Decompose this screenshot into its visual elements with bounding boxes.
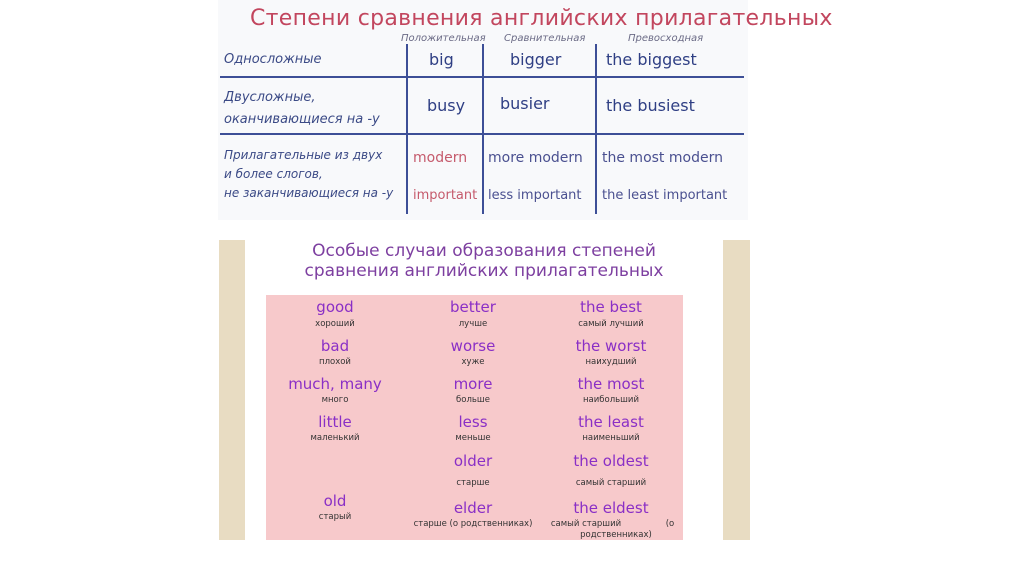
degrees-table-image — [218, 0, 833, 220]
superlative-most-modern: the most modern — [602, 150, 723, 166]
special-cases-panel — [245, 240, 723, 540]
comparative-translation: старше (о родственниках) — [413, 519, 533, 529]
comparative-translation: меньше — [455, 433, 491, 443]
column-divider — [595, 44, 597, 214]
positive-word: much, many — [288, 375, 382, 393]
positive-translation: хороший — [315, 319, 355, 329]
comparative-translation: больше — [456, 395, 490, 405]
category-multi-syllable-line1: Прилагательные из двух — [224, 148, 383, 162]
column-divider — [406, 44, 408, 214]
comparative-more-modern: more modern — [488, 150, 583, 166]
superlative-translation: наибольший — [582, 395, 639, 405]
positive-translation: старый — [318, 512, 352, 522]
superlative-translation: самый лучший — [578, 319, 644, 329]
superlative-translation-note: родственниках) — [580, 530, 652, 540]
superlative-translation: самый старший — [575, 478, 647, 488]
header-comparative: Сравнительная — [504, 33, 586, 44]
superlative-least-important: the least important — [602, 188, 728, 203]
comparative-translation: лучше — [458, 319, 488, 329]
comparative-translation: старше — [456, 478, 490, 488]
positive-word: old — [323, 492, 347, 510]
category-multi-syllable-line3: не заканчивающиеся на -y — [224, 186, 394, 200]
comparative-word: less — [458, 413, 488, 431]
category-multi-syllable-line2: и более слогов, — [224, 167, 323, 181]
category-two-syllable-line1: Двусложные, — [224, 90, 316, 105]
header-positive: Положительная — [401, 33, 486, 44]
positive-busy: busy — [427, 96, 466, 115]
superlative-word: the least — [578, 413, 644, 431]
superlative-translation: наихудший — [585, 357, 637, 367]
special-cases-table — [266, 295, 683, 540]
positive-translation: плохой — [319, 357, 351, 367]
category-one-syllable: Односложные — [224, 52, 322, 67]
positive-word: bad — [320, 337, 350, 355]
category-two-syllable-line2: оканчивающиеся на -y — [224, 112, 380, 127]
superlative-word: the eldest — [573, 499, 649, 517]
positive-big: big — [429, 50, 454, 69]
comparative-word: more — [453, 375, 493, 393]
table-title: Степени сравнения английских прилагательных — [250, 6, 833, 31]
positive-word: good — [316, 298, 354, 316]
comparative-bigger: bigger — [510, 50, 562, 69]
positive-important: important — [413, 188, 478, 203]
comparative-word: elder — [453, 499, 493, 517]
superlative-biggest: the biggest — [606, 50, 697, 69]
special-cases-image — [219, 240, 750, 540]
special-cases-title-line1: Особые случаи образования степеней — [312, 241, 656, 261]
superlative-word: the oldest — [573, 452, 649, 470]
comparative-less-important: less important — [488, 188, 582, 203]
positive-translation: маленький — [310, 433, 360, 443]
header-superlative: Превосходная — [628, 33, 704, 44]
positive-word: little — [318, 413, 352, 431]
comparative-busier: busier — [500, 94, 550, 113]
comparative-word: worse — [450, 337, 496, 355]
superlative-word: the best — [580, 298, 642, 316]
positive-translation: много — [321, 395, 349, 405]
superlative-word: the most — [577, 375, 645, 393]
positive-modern: modern — [413, 150, 468, 166]
superlative-translation-note: (о — [665, 519, 675, 529]
superlative-busiest: the busiest — [606, 96, 695, 115]
comparative-translation: хуже — [461, 357, 485, 367]
comparative-word: older — [453, 452, 493, 470]
superlative-translation: наименьший — [582, 433, 640, 443]
special-cases-title-line2: сравнения английских прилагательных — [304, 261, 664, 281]
column-divider — [482, 44, 484, 214]
comparative-word: better — [450, 298, 496, 316]
superlative-translation: самый старший — [550, 519, 622, 529]
superlative-word: the worst — [575, 337, 647, 355]
